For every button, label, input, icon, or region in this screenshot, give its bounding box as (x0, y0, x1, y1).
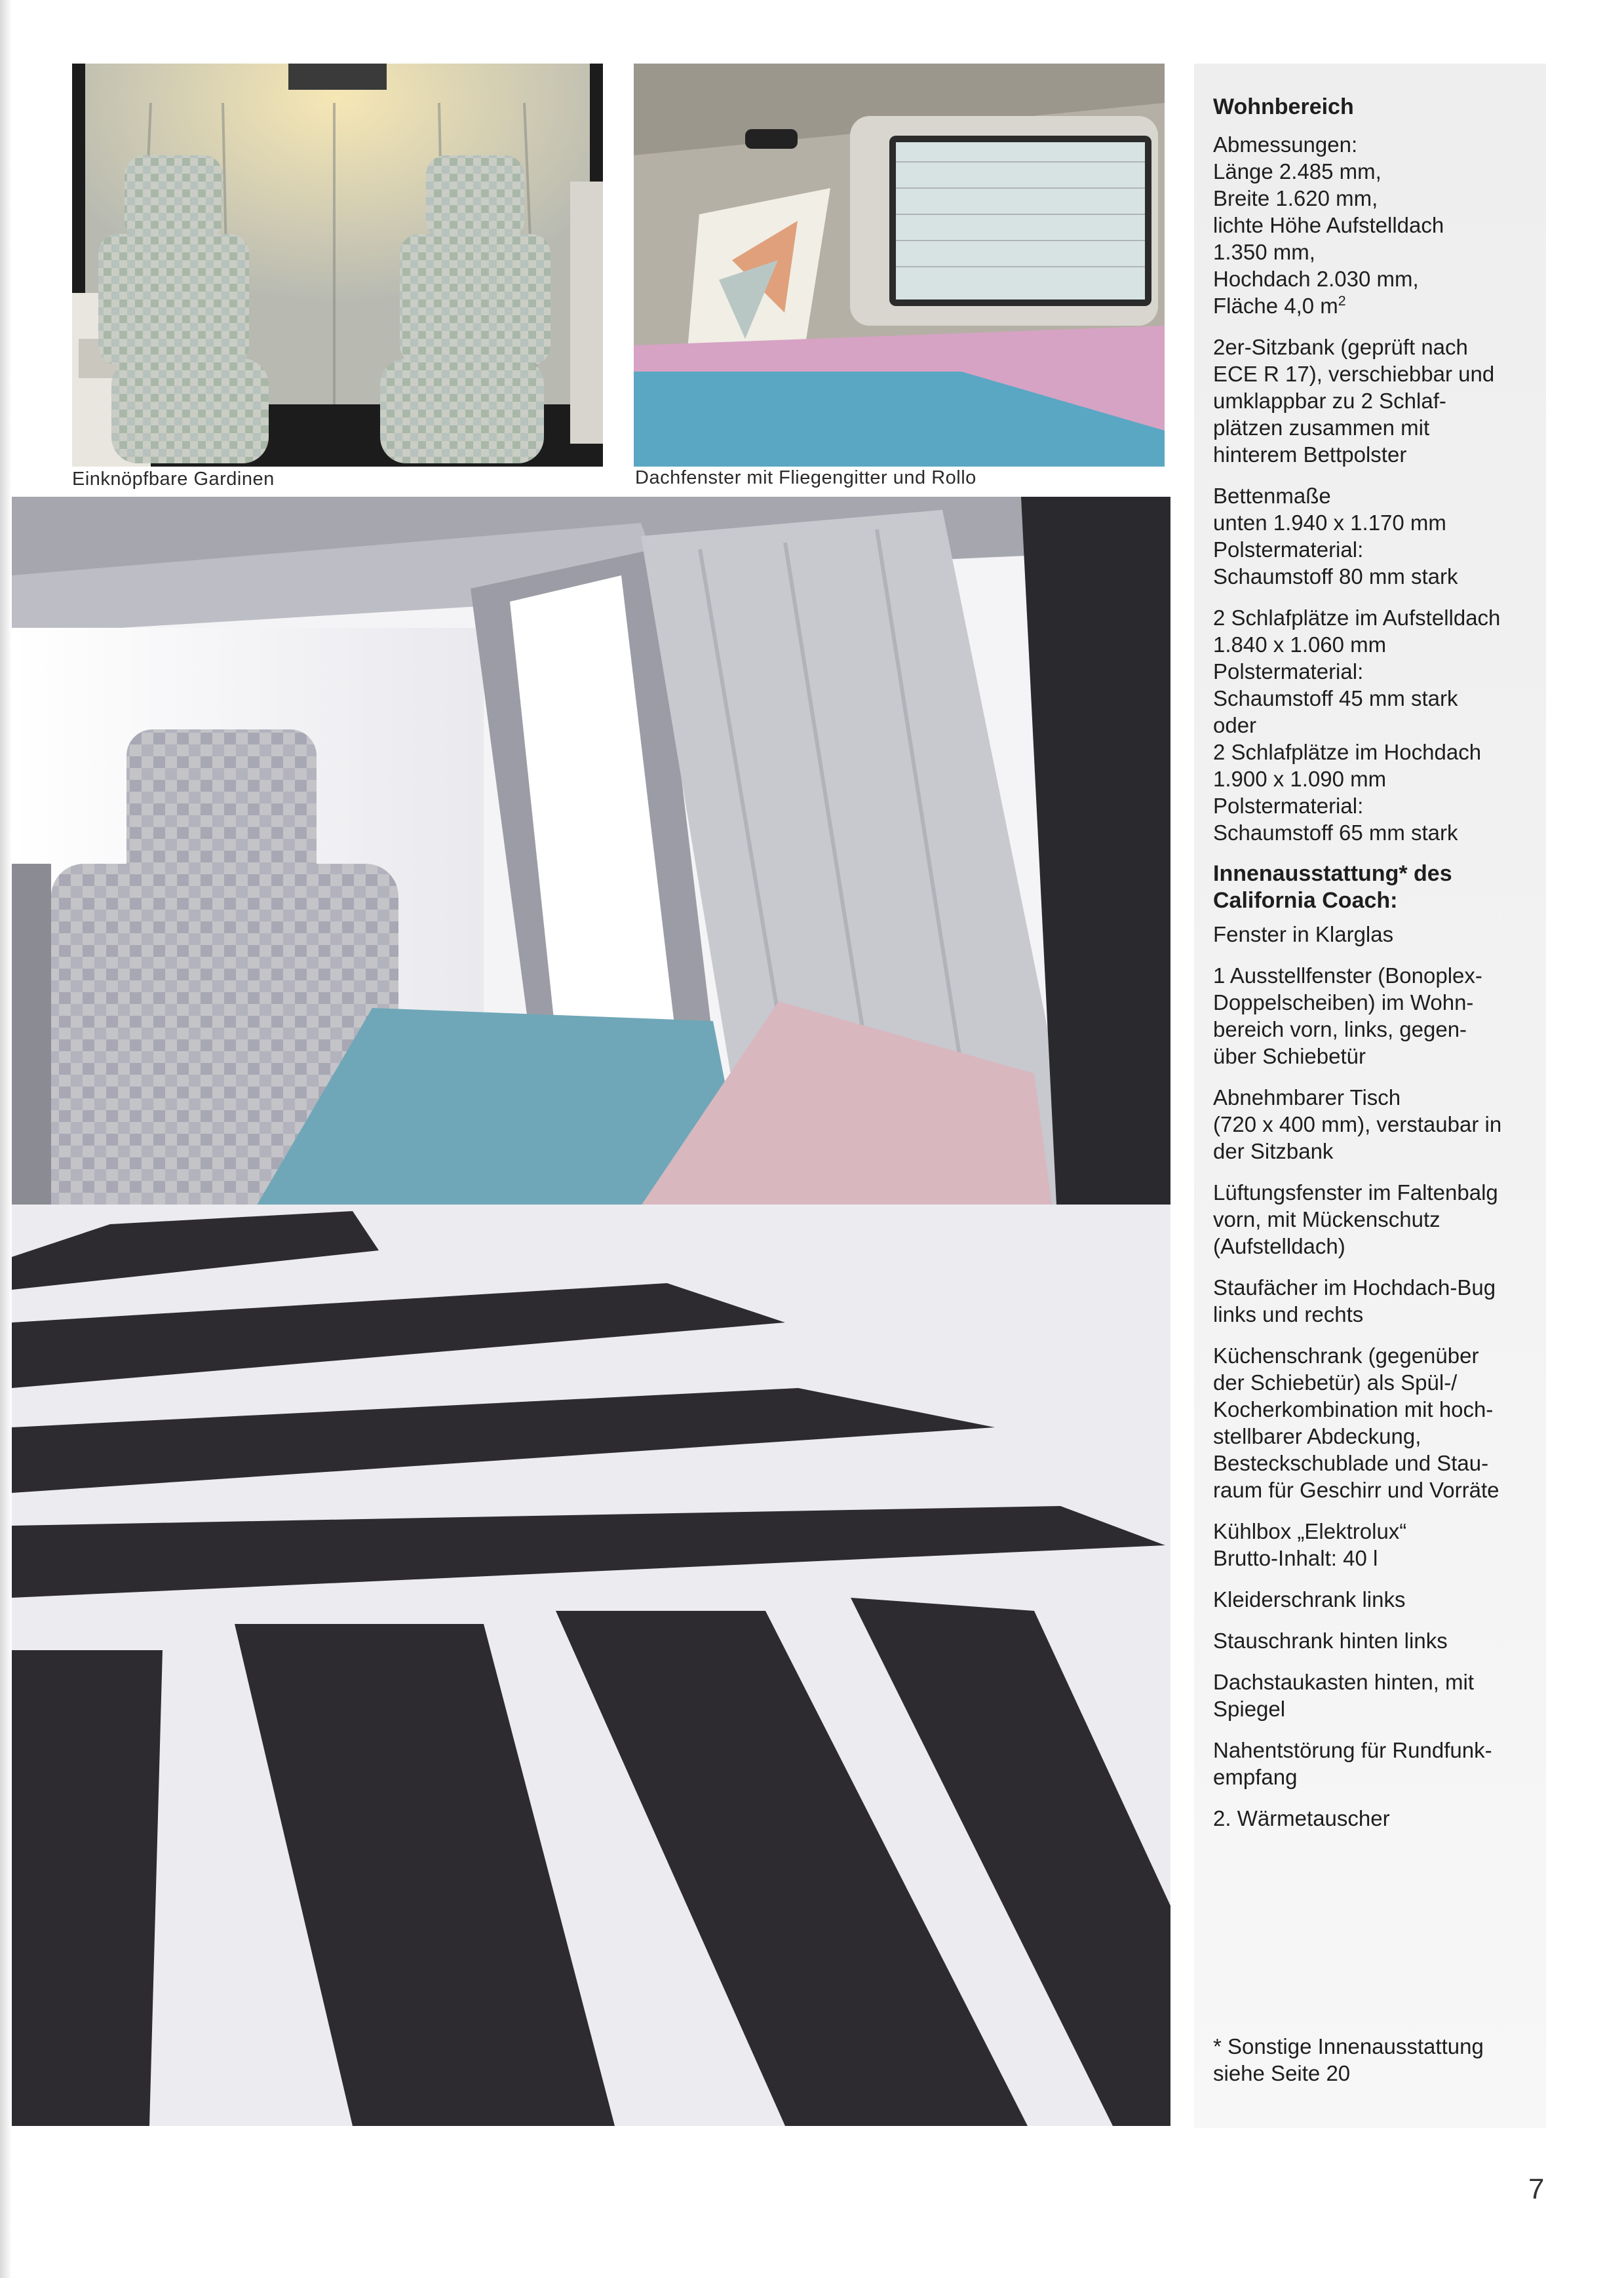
caption-front-seats: Einknöpfbare Gardinen (72, 469, 275, 490)
page-number: 7 (1528, 2173, 1545, 2205)
spec-dimensions-text: Abmessungen: Länge 2.485 mm, Breite 1.620 mm, lichte Höhe Aufstelldach 1.350 mm, Hochdach 2.030 mm, Fläche 4,0 m (1213, 132, 1444, 318)
spec-dimensions-sup: 2 (1338, 293, 1346, 309)
caption-roof-window: Dachfenster mit Fliegengitter und Rollo (635, 467, 976, 488)
spec-bettenmasse: Bettenmaße unten 1.940 x 1.170 mm Polstermaterial: Schaumstoff 80 mm stark (1213, 484, 1458, 589)
spec-item: Staufächer im Hochdach-Bug links und rechts (1213, 1275, 1496, 1326)
spec-item: Lüftungsfenster im Faltenbalg vorn, mit Mückenschutz (Aufstelldach) (1213, 1180, 1498, 1258)
spec-item: Küchenschrank (gegenüber der Schiebetür) als Spül-/ Kocherkombination mit hoch- stellbarer Abdeckung, Besteckschublade und Stau- raum für Geschirr und Vorräte (1213, 1343, 1499, 1502)
spec-item: Kühlbox „Elektrolux“ Brutto-Inhalt: 40 l (1213, 1519, 1407, 1570)
spec-item: Stauschrank hinten links (1213, 1629, 1448, 1653)
photo-roof-window (634, 64, 1165, 467)
heading-innenausstattung: Innenausstattung* des California Coach: (1213, 861, 1452, 913)
spec-item: Kleiderschrank links (1213, 1587, 1406, 1612)
spec-item: Fenster in Klarglas (1213, 922, 1394, 946)
spec-dimensions (1213, 131, 1541, 319)
spec-schlafplaetze: 2 Schlafplätze im Aufstelldach 1.840 x 1.060 mm Polstermaterial: Schaumstoff 45 mm stark oder 2 Schlafplätze im Hochdach 1.900 x 1.090 mm Polstermaterial: Schaumstoff 65 mm stark (1213, 606, 1501, 845)
spec-item: Dachstaukasten hinten, mit Spiegel (1213, 1670, 1475, 1721)
heading-wohnbereich: Wohnbereich (1213, 94, 1354, 119)
photo-bed-interior (12, 497, 1170, 2126)
spec-item: Abnehmbarer Tisch (720 x 400 mm), verstaubar in der Sitzbank (1213, 1085, 1502, 1163)
spec-column (1213, 94, 1541, 1846)
spec-item: 2. Wärmetauscher (1213, 1806, 1390, 1830)
binding-edge (0, 0, 12, 2278)
spec-sitzbank: 2er-Sitzbank (geprüft nach ECE R 17), verschiebbar und umklappbar zu 2 Schlaf- plätzen zusammen mit hinterem Bettpolster (1213, 335, 1495, 467)
spec-item: 1 Ausstellfenster (Bonoplex- Doppelscheiben) im Wohn- bereich vorn, links, gegen- über Schiebetür (1213, 963, 1482, 1068)
footnote: * Sonstige Innenausstattung siehe Seite 20 (1213, 2034, 1484, 2085)
spec-item: Nahentstörung für Rundfunk- empfang (1213, 1738, 1492, 1789)
photo-front-seats (72, 64, 603, 467)
